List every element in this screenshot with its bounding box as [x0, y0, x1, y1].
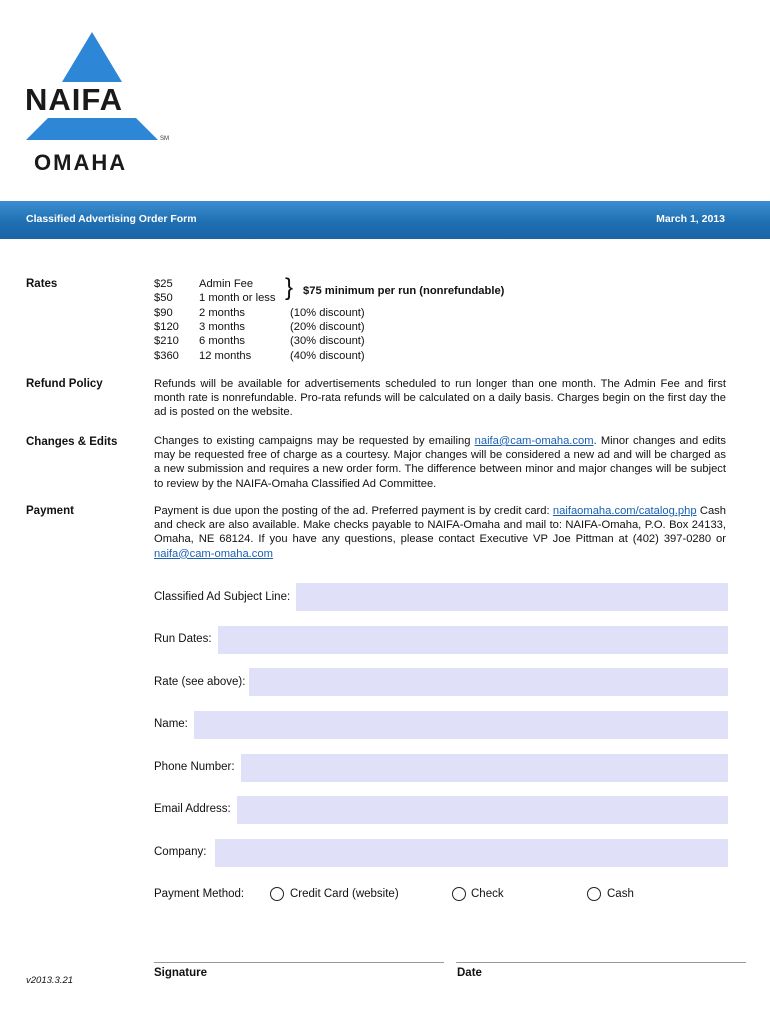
signature-line[interactable]: [154, 962, 444, 963]
naifa-logo-icon: [20, 30, 180, 175]
rate-term: 2 months: [199, 306, 246, 319]
phone-number-label: Phone Number:: [154, 761, 235, 773]
payment-text-middle: Cash and check are also available. Make checks payable to NAIFA-Omaha and mail to: NAIFA-Omaha, P.O. Box 24133, Omaha, NE 68124. If you have any questions, please contact Executive VP Joe Pittman at (402) 397-0280 or: [154, 505, 726, 546]
rate-note: (20% discount): [290, 320, 365, 333]
rate-price: $360: [154, 349, 179, 362]
phone-number-field[interactable]: [241, 754, 728, 782]
rate-price: $120: [154, 320, 179, 333]
date-label: Date: [457, 967, 482, 979]
subject-line-field[interactable]: [296, 583, 728, 611]
credit-card-radio[interactable]: [270, 887, 284, 901]
payment-text: [154, 504, 726, 561]
brace-icon: }: [285, 274, 294, 301]
run-dates-field[interactable]: [218, 626, 728, 654]
payment-text-before: Payment is due upon the posting of the ad. Preferred payment is by credit card:: [154, 505, 553, 517]
rate-price: $90: [154, 306, 173, 319]
date-line[interactable]: [456, 962, 746, 963]
rate-term: 6 months: [199, 335, 246, 348]
rate-field[interactable]: [249, 668, 728, 696]
check-radio[interactable]: [452, 887, 466, 901]
changes-text-before: Changes to existing campaigns may be requested by emailing: [154, 435, 475, 447]
rate-price: $50: [154, 292, 173, 305]
form-date: March 1, 2013: [656, 213, 725, 225]
rate-price: $25: [154, 278, 173, 290]
catalog-link[interactable]: naifaomaha.com/catalog.php: [552, 505, 697, 517]
minimum-note: $75 minimum per run (nonrefundable): [303, 285, 505, 297]
naifa-omaha-logo: [20, 30, 180, 175]
credit-card-label: Credit Card (website): [290, 888, 399, 900]
cash-radio[interactable]: [587, 887, 601, 901]
header-banner: [0, 201, 770, 239]
subject-line-label: Classified Ad Subject Line:: [154, 591, 291, 603]
payment-method-label: Payment Method:: [154, 888, 245, 900]
email-address-label: Email Address:: [154, 803, 231, 815]
name-field[interactable]: [194, 711, 728, 739]
rate-note: (30% discount): [290, 335, 365, 348]
changes-email-link[interactable]: naifa@cam-omaha.com: [474, 435, 594, 447]
company-label: Company:: [154, 846, 207, 858]
rate-term: 1 month or less: [199, 292, 276, 305]
changes-edits-label: Changes & Edits: [26, 436, 118, 448]
version-label: v2013.3.21: [26, 975, 74, 986]
changes-text-after: . Minor changes and edits may be requested free of charge as a courtesy. Major changes will be considered a new ad and will be charged as a new submission and requires a new order form. The difference between minor and major changes will be subject to review by the NAIFA-Omaha Classified Ad Committee.: [154, 435, 726, 490]
rate-note: (10% discount): [290, 306, 365, 319]
email-address-field[interactable]: [237, 796, 728, 824]
refund-policy-text: Refunds will be available for advertisements scheduled to run longer than one month. The Admin Fee and first month rate is nonrefundable. Pro-rata refunds will be calculated on a daily basis. Charges begin on the first day the ad is posted on the website.: [154, 378, 726, 419]
form-title: Classified Advertising Order Form: [26, 213, 197, 225]
rate-label: Rate (see above):: [154, 676, 246, 688]
company-field[interactable]: [215, 839, 728, 867]
rate-note: (40% discount): [290, 349, 365, 362]
run-dates-label: Run Dates:: [154, 633, 212, 645]
payment-email-link[interactable]: naifa@cam-omaha.com: [154, 547, 273, 560]
rate-price: $210: [154, 335, 179, 348]
rate-term: 12 months: [199, 349, 252, 362]
changes-edits-text: [154, 434, 726, 491]
rates-label: Rates: [26, 278, 58, 290]
refund-policy-label: Refund Policy: [26, 378, 103, 390]
name-label: Name:: [154, 718, 188, 730]
signature-label: Signature: [154, 967, 208, 979]
rate-term: Admin Fee: [199, 278, 254, 290]
check-label: Check: [471, 888, 504, 900]
logo-omaha-text: OMAHA: [34, 150, 128, 175]
payment-label: Payment: [26, 505, 74, 517]
rate-term: 3 months: [199, 320, 246, 333]
logo-naifa-text: NAIFA: [25, 82, 123, 117]
logo-sm-mark: SM: [160, 136, 169, 142]
cash-label: Cash: [607, 888, 634, 900]
